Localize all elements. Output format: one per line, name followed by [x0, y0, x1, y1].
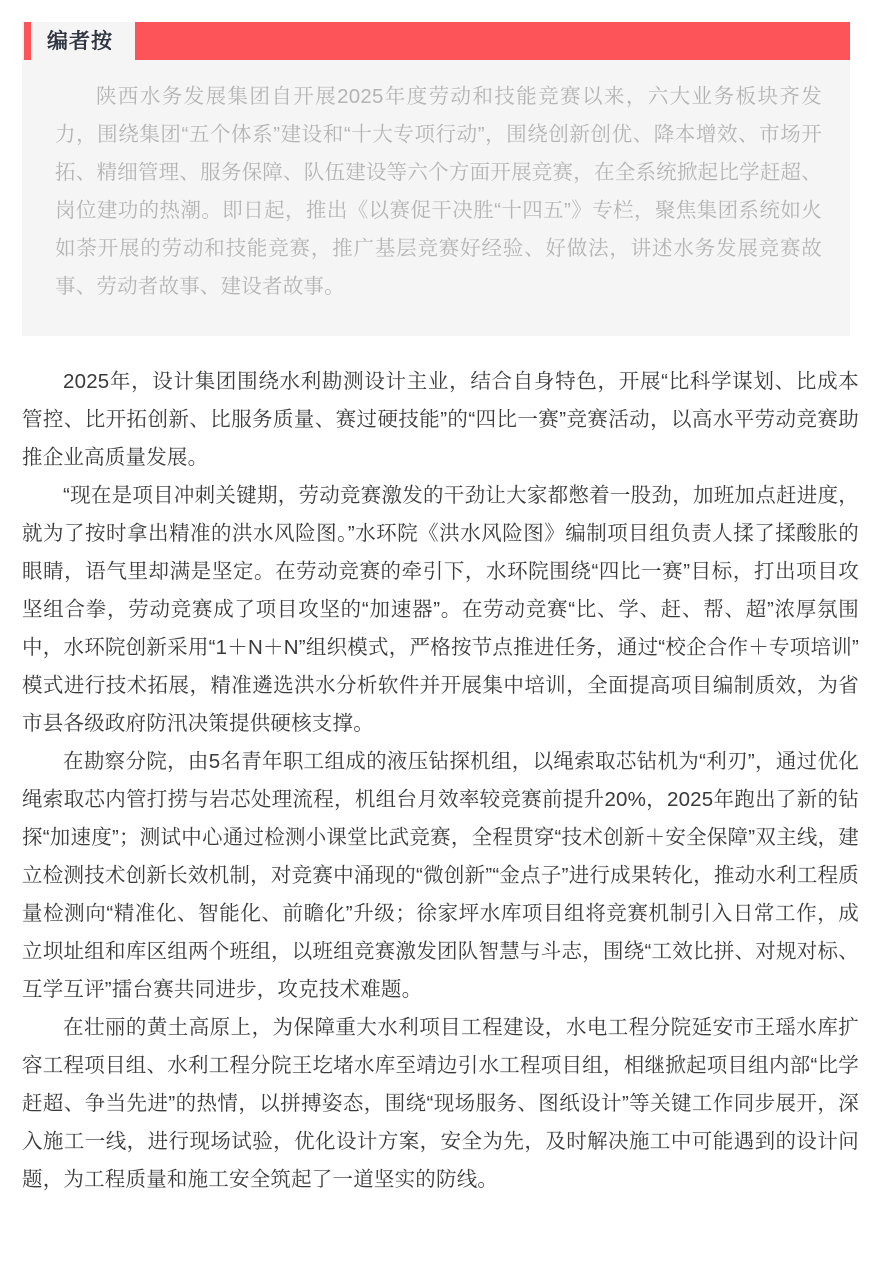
header-red-banner	[135, 22, 850, 60]
editor-note-callout	[22, 22, 850, 336]
editor-note-header	[22, 22, 850, 60]
editor-note-paragraph: 陕西水务发展集团自开展2025年度劳动和技能竞赛以来，六大业务板块齐发力，围绕集团“五个体系”建设和“十大专项行动”，围绕创新创优、降本增效、市场开拓、精细管理、服务保障、队伍建设等六个方面开展竞赛，在全系统掀起比学赶超、岗位建功的热潮。即日起，推出《以赛促干决胜“十四五”》专栏，聚焦集团系统如火如荼开展的劳动和技能竞赛，推广基层竞赛好经验、好做法，讲述水务发展竞赛故事、劳动者故事、建设者故事。	[55, 85, 822, 298]
article-paragraph-4: 在壮丽的黄土高原上，为保障重大水利项目工程建设，水电工程分院延安市王瑶水库扩容工程项目组、水利工程分院王圪堵水库至靖边引水工程项目组，相继掀起项目组内部“比学赶超、争当先进”的热情，以拼搏姿态，围绕“现场服务、图纸设计”等关键工作同步展开，深入施工一线，进行现场试验，优化设计方案，安全为先，及时解决施工中可能遇到的设计问题，为工程质量和施工安全筑起了一道坚实的防线。	[22, 1016, 859, 1191]
article-body	[0, 336, 879, 1229]
editor-note-label: 编者按	[47, 29, 113, 53]
editor-note-body	[22, 60, 850, 306]
article-paragraph-3: 在勘察分院，由5名青年职工组成的液压钻探机组，以绳索取芯钻机为“利刃”，通过优化绳索取芯内管打捞与岩芯处理流程，机组台月效率较竞赛前提升20%，2025年跑出了新的钻探“加速度”；测试中心通过检测小课堂比武竞赛，全程贯穿“技术创新＋安全保障”双主线，建立检测技术创新长效机制，对竞赛中涌现的“微创新”“金点子”进行成果转化，推动水利工程质量检测向“精准化、智能化、前瞻化”升级；徐家坪水库项目组将竞赛机制引入日常工作，成立坝址组和库区组两个班组，以班组竞赛激发团队智慧与斗志，围绕“工效比拼、对规对标、互学互评”擂台赛共同进步，攻克技术难题。	[22, 750, 859, 1001]
article-paragraph-2: “现在是项目冲刺关键期，劳动竞赛激发的干劲让大家都憋着一股劲，加班加点赶进度，就为了按时拿出精准的洪水风险图。”水环院《洪水风险图》编制项目组负责人揉了揉酸胀的眼睛，语气里却满是坚定。在劳动竞赛的牵引下，水环院围绕“四比一赛”目标，打出项目攻坚组合拳，劳动竞赛成了项目攻坚的“加速器”。在劳动竞赛“比、学、赶、帮、超”浓厚氛围中，水环院创新采用“1＋N＋N”组织模式，严格按节点推进任务，通过“校企合作＋专项培训”模式进行技术拓展，精准遴选洪水分析软件并开展集中培训，全面提高项目编制质效，为省市县各级政府防汛决策提供硬核支撑。	[22, 484, 859, 735]
accent-bar-icon	[24, 22, 31, 60]
article-paragraph-1: 2025年，设计集团围绕水利勘测设计主业，结合自身特色，开展“比科学谋划、比成本管控、比开拓创新、比服务质量、赛过硬技能”的“四比一赛”竞赛活动，以高水平劳动竞赛助推企业高质量发展。	[22, 370, 859, 469]
